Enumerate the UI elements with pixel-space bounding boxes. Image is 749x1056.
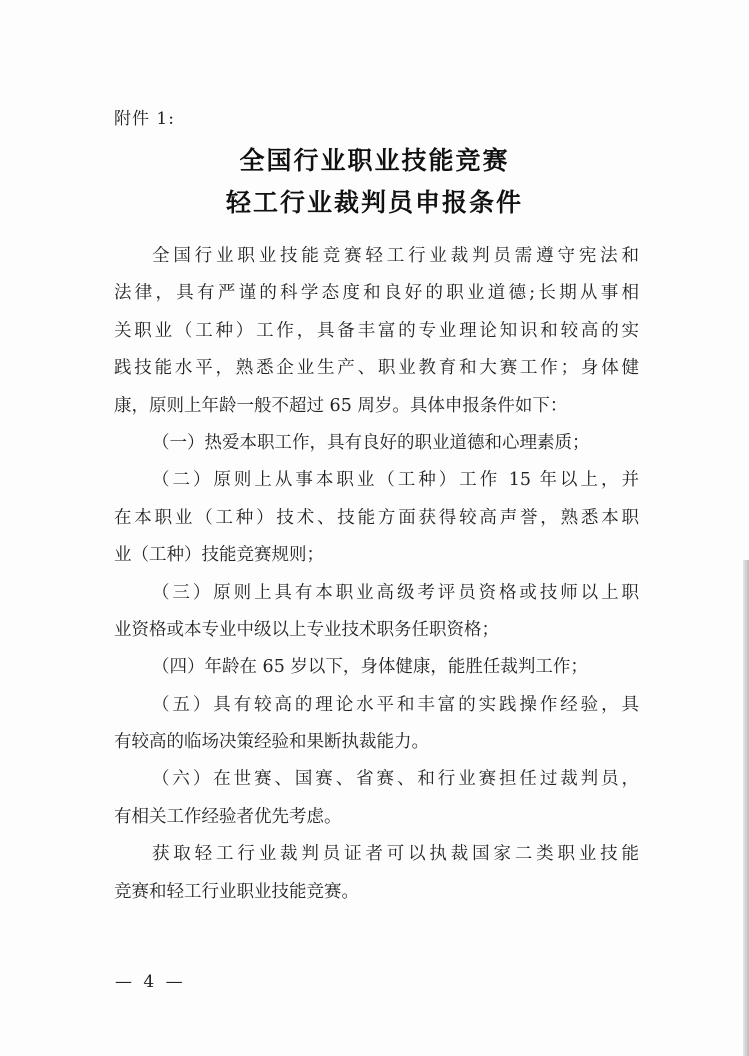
body-line: 业资格或本专业中级以上专业技术职务任职资格； (114, 619, 499, 640)
body-line: 有相关工作经验者优先考虑。 (114, 806, 342, 827)
document-title-line-2: 轻工行业裁判员申报条件 (225, 188, 523, 217)
body-line: 关职业（工种）工作，具备丰富的专业理论知识和较高的实 (114, 320, 639, 341)
page-number: — 4 — (115, 972, 186, 992)
body-line: 有较高的临场决策经验和果断执裁能力。 (114, 732, 429, 753)
body-line: 全国行业职业技能竞赛轻工行业裁判员需遵守宪法和 (152, 246, 639, 266)
body-line: 践技能水平，熟悉企业生产、职业教育和大赛工作；身体健 (114, 358, 639, 379)
document-title-line-1: 全国行业职业技能竞赛 (239, 146, 510, 175)
body-line: （一）热爱本职工作，具有良好的职业道德和心理素质； (152, 432, 590, 453)
body-line: 竞赛和轻工行业职业技能竞赛。 (114, 881, 359, 902)
body-line: （四）年龄在 65 岁以下，身体健康，能胜任裁判工作； (152, 657, 588, 678)
scan-edge-shadow (743, 560, 749, 1056)
document-body (114, 238, 639, 911)
body-line: 获取轻工行业裁判员证者可以执裁国家二类职业技能 (152, 844, 639, 865)
body-line: 在本职业（工种）技术、技能方面获得较高声誉，熟悉本职 (114, 507, 639, 528)
body-line: 业（工种）技能竞赛规则； (114, 545, 324, 566)
attachment-label: 附件 1: (114, 109, 175, 129)
body-line: （三）原则上具有本职业高级考评员资格或技师以上职 (152, 582, 639, 603)
body-line: （六）在世赛、国赛、省赛、和行业赛担任过裁判员， (152, 769, 639, 790)
body-line: （五）具有较高的理论水平和丰富的实践操作经验，具 (152, 694, 639, 715)
body-line: 康，原则上年龄一般不超过 65 周岁。具体申报条件如下： (114, 395, 568, 416)
body-line: 法律，具有严谨的科学态度和良好的职业道德;长期从事相 (114, 283, 639, 304)
body-line: （二）原则上从事本职业（工种）工作 15 年以上，并 (152, 470, 639, 491)
